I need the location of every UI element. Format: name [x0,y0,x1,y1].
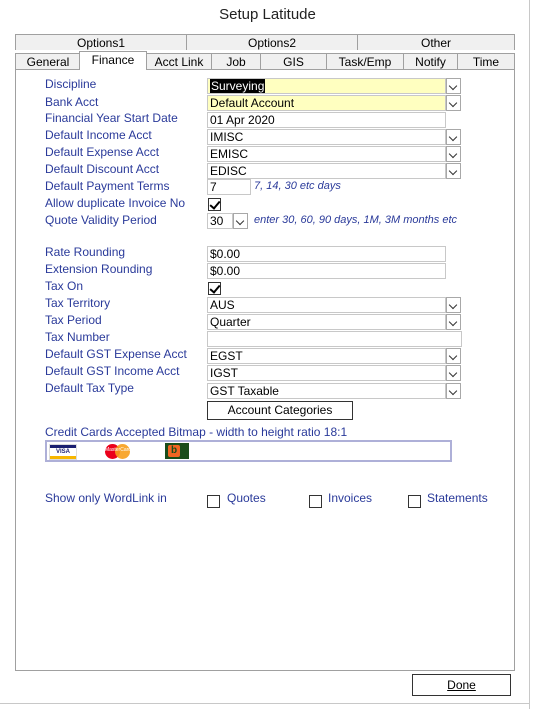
tax-on-label: Tax On [45,279,84,293]
default-expense-select[interactable]: EMISC [207,146,446,162]
default-income-select[interactable]: IMISC [207,129,446,145]
quote-validity-select[interactable]: 30 [207,213,233,229]
tax-type-dropdown-icon[interactable] [446,383,461,399]
wordlink-statements-label: Statements [427,491,488,505]
extension-rounding-label: Extension Rounding [45,262,153,276]
discipline-select[interactable] [207,78,446,94]
tab-options2[interactable]: Options2 [186,34,358,50]
mastercard-icon: MasterCard [103,443,133,460]
tab-time[interactable]: Time [457,53,515,69]
default-expense-dropdown-icon[interactable] [446,146,461,162]
tax-number-input[interactable] [207,331,462,347]
bank-acct-select[interactable]: Default Account [207,95,446,111]
default-income-label: Default Income Acct [45,128,152,142]
extension-rounding-input[interactable]: $0.00 [207,263,446,279]
default-discount-label: Default Discount Acct [45,162,160,176]
allow-dup-invoice-label: Allow duplicate Invoice No [45,196,186,210]
tab-gis[interactable]: GIS [260,53,327,69]
tab-other[interactable]: Other [357,34,515,50]
wordlink-statements-checkbox[interactable] [408,495,421,508]
wordlink-label: Show only WordLink in [45,491,167,505]
wordlink-invoices-label: Invoices [328,491,373,505]
default-income-dropdown-icon[interactable] [446,129,461,145]
tax-type-label: Default Tax Type [45,381,134,395]
rate-rounding-label: Rate Rounding [45,245,126,259]
tax-territory-label: Tax Territory [45,296,111,310]
tab-job[interactable]: Job [211,53,261,69]
tax-type-select[interactable]: GST Taxable [207,383,446,399]
discipline-label: Discipline [45,77,97,91]
tab-finance[interactable]: Finance [79,51,147,70]
payment-terms-input[interactable]: 7 [207,179,251,195]
fin-year-start-label: Financial Year Start Date [45,111,178,125]
default-discount-dropdown-icon[interactable] [446,163,461,179]
done-button[interactable] [412,674,511,696]
bank-acct-dropdown-icon[interactable] [446,95,461,111]
window-title: Setup Latitude [219,6,316,23]
tax-number-label: Tax Number [45,330,110,344]
gst-income-select[interactable]: IGST [207,365,446,381]
credit-cards-bitmap[interactable] [45,440,452,462]
bank-acct-label: Bank Acct [45,95,99,109]
wordlink-quotes-label: Quotes [227,491,266,505]
payment-terms-label: Default Payment Terms [45,179,170,193]
tab-general[interactable]: General [15,53,81,69]
wordlink-invoices-checkbox[interactable] [309,495,322,508]
default-expense-label: Default Expense Acct [45,145,160,159]
tab-notify[interactable]: Notify [403,53,458,69]
tab-options1[interactable]: Options1 [15,34,187,50]
bpay-card-icon: b [165,443,189,459]
gst-expense-dropdown-icon[interactable] [446,348,461,364]
tax-on-checkbox[interactable] [208,282,221,295]
gst-income-label: Default GST Income Acct [45,364,180,378]
tax-territory-dropdown-icon[interactable] [446,297,461,313]
gst-expense-label: Default GST Expense Acct [45,347,187,361]
tax-period-select[interactable]: Quarter [207,314,446,330]
allow-dup-invoice-checkbox[interactable] [208,198,221,211]
visa-card-icon: VISA [49,444,77,460]
quote-validity-dropdown-icon[interactable] [233,213,248,229]
window-border [529,0,530,709]
account-categories-button[interactable]: Account Categories [207,401,353,420]
payment-terms-hint: 7, 14, 30 etc days [254,180,341,192]
fin-year-start-input[interactable]: 01 Apr 2020 [207,112,446,128]
tax-period-dropdown-icon[interactable] [446,314,461,330]
quote-validity-hint: enter 30, 60, 90 days, 1M, 3M months etc [254,214,457,226]
default-discount-select[interactable]: EDISC [207,163,446,179]
discipline-value: Surveying [211,79,265,93]
done-button-label: Done [447,678,476,692]
rate-rounding-input[interactable]: $0.00 [207,246,446,262]
gst-expense-select[interactable]: EGST [207,348,446,364]
tab-acct-link[interactable]: Acct Link [146,53,212,69]
window-border-bottom [0,703,530,704]
tax-period-label: Tax Period [45,313,102,327]
discipline-dropdown-icon[interactable] [446,78,461,94]
wordlink-quotes-checkbox[interactable] [207,495,220,508]
tax-territory-select[interactable]: AUS [207,297,446,313]
quote-validity-label: Quote Validity Period [45,213,157,227]
credit-cards-label: Credit Cards Accepted Bitmap - width to height ratio 18:1 [45,425,348,439]
gst-income-dropdown-icon[interactable] [446,365,461,381]
tab-task-emp[interactable]: Task/Emp [326,53,404,69]
